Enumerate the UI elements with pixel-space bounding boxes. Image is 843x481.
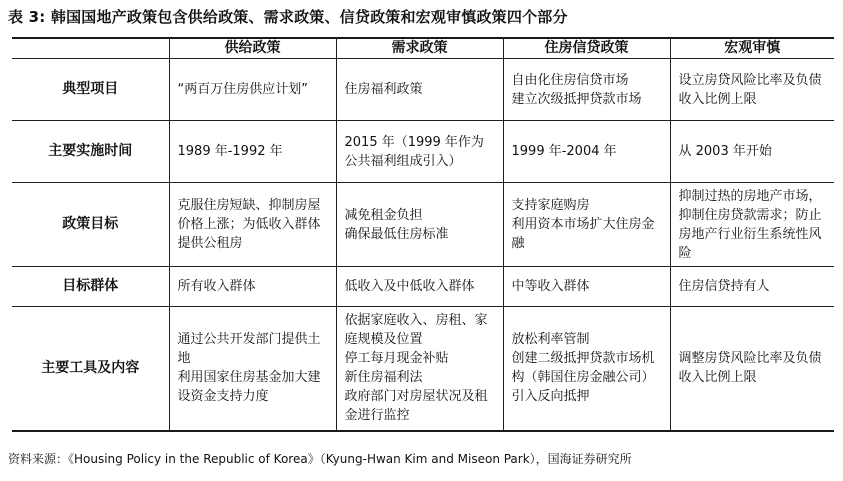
cell-line: 调整房贷风险比率及负债收入比例上限	[678, 351, 822, 386]
cell-line: 住房福利政策	[344, 82, 423, 97]
cell-line: 停工每月现金补贴	[344, 351, 449, 367]
table-row	[12, 307, 834, 431]
table-cell	[670, 183, 834, 267]
table-cell	[336, 307, 503, 431]
table-cell	[169, 307, 336, 431]
table-cell	[169, 183, 336, 267]
table-cell	[670, 59, 834, 121]
cell-line: 政府部门对房屋状况及租金进行监控	[344, 389, 488, 424]
cell-line: 引入反向抵押	[511, 389, 590, 405]
table-cell	[169, 121, 336, 183]
header-housing-credit-policy: 住房信贷政策	[503, 38, 670, 59]
row-label: 主要实施时间	[12, 121, 169, 183]
row-label: 典型项目	[12, 59, 169, 121]
table-cell	[670, 267, 834, 307]
cell-line: 2015 年（1999 年作为公共福利组成引入）	[344, 134, 484, 169]
cell-line: 设立房贷风险比率及负债收入比例上限	[678, 72, 822, 107]
cell-line: 建立次级抵押贷款市场	[511, 91, 642, 107]
header-supply-policy: 供给政策	[169, 38, 336, 59]
table-row	[12, 183, 834, 267]
table-cell	[503, 267, 670, 307]
table-title: 表 3: 韩国国地产政策包含供给政策、需求政策、信贷政策和宏观审慎政策四个部分	[8, 8, 568, 26]
table-cell	[503, 59, 670, 121]
table-cell	[336, 183, 503, 267]
table-cell	[169, 267, 336, 307]
table-row	[12, 59, 834, 121]
cell-line: 抑制过热的房地产市场，抑制住房贷款需求；防止房地产行业衍生系统性风险	[678, 188, 822, 261]
cell-line: 依据家庭收入、房租、家庭规模及位置	[344, 313, 488, 348]
cell-line: 中等收入群体	[511, 279, 590, 294]
table-cell	[670, 307, 834, 431]
cell-line: 低收入及中低收入群体	[344, 279, 475, 294]
source-note: 资料来源：《Housing Policy in the Republic of Korea》（Kyung-Hwan Kim and Miseon Park），国海证券研究所	[8, 452, 632, 466]
table-cell	[336, 59, 503, 121]
table-cell	[336, 267, 503, 307]
header-macroprudential: 宏观审慎	[670, 38, 834, 59]
row-label: 政策目标	[12, 183, 169, 267]
row-label: 目标群体	[12, 267, 169, 307]
cell-line: 放松利率管制	[511, 332, 590, 348]
cell-line: 支持家庭购房	[511, 198, 590, 213]
table-header-row	[12, 38, 834, 59]
header-demand-policy: 需求政策	[336, 38, 503, 59]
table-cell	[169, 59, 336, 121]
cell-line: 确保最低住房标准	[344, 226, 449, 242]
cell-line: 利用国家住房基金加大建设资金支持力度	[177, 370, 321, 405]
cell-line: 通过公共开发部门提供土地	[177, 332, 321, 367]
cell-line: 1999 年-2004 年	[511, 144, 617, 159]
policy-table	[12, 37, 834, 432]
cell-line: 1989 年-1992 年	[177, 144, 283, 159]
cell-line: 住房信贷持有人	[678, 279, 770, 294]
table-row	[12, 121, 834, 183]
table-cell	[336, 121, 503, 183]
cell-line: 克服住房短缺、抑制房屋价格上涨；为低收入群体提供公租房	[177, 198, 321, 251]
cell-line: 自由化住房信贷市场	[511, 72, 629, 88]
header-blank	[12, 38, 169, 59]
table-cell	[503, 183, 670, 267]
table-cell	[503, 307, 670, 431]
cell-line: 所有收入群体	[177, 279, 256, 294]
table-row	[12, 267, 834, 307]
cell-line: 从 2003 年开始	[678, 144, 772, 159]
cell-line: 利用资本市场扩大住房金融	[511, 217, 655, 251]
table-cell	[503, 121, 670, 183]
cell-line: 减免租金负担	[344, 207, 423, 223]
table-cell	[670, 121, 834, 183]
cell-line: 创建二级抵押贷款市场机构（韩国住房金融公司）	[511, 351, 655, 386]
cell-line: “两百万住房供应计划”	[177, 82, 308, 97]
cell-line: 新住房福利法	[344, 370, 423, 386]
row-label: 主要工具及内容	[12, 307, 169, 431]
